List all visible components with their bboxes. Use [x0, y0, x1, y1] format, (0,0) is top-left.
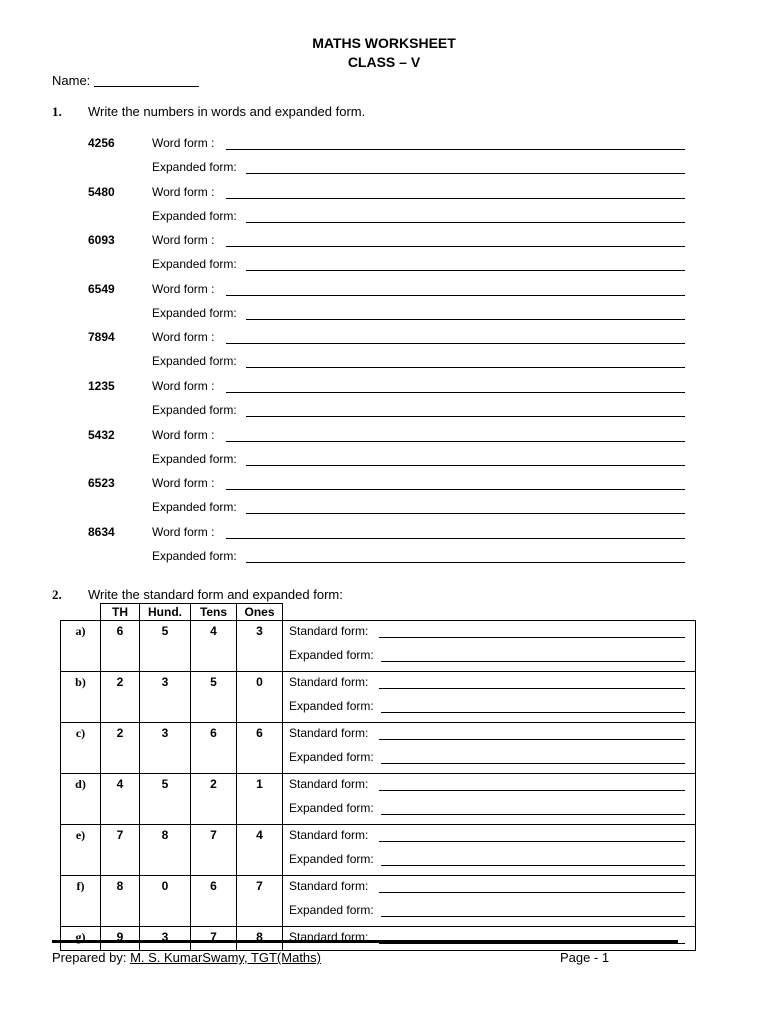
- q2-row: [61, 927, 696, 951]
- header-tens: Tens: [191, 604, 237, 621]
- expanded-form-label: Expanded form:: [152, 209, 237, 223]
- place-value-digit: 7: [191, 927, 237, 951]
- expanded-form-answer-line[interactable]: [246, 367, 685, 368]
- expanded-form-answer-line[interactable]: [381, 865, 685, 866]
- place-value-digit: 4: [101, 774, 140, 825]
- expanded-form-answer-line[interactable]: [246, 513, 685, 514]
- footer-rule: [52, 940, 678, 943]
- place-value-digit: 7: [191, 825, 237, 876]
- expanded-form-answer-line[interactable]: [381, 814, 685, 815]
- row-label: c): [61, 723, 101, 774]
- row-label: a): [61, 621, 101, 672]
- expanded-form-answer-line[interactable]: [246, 222, 685, 223]
- expanded-form-answer-line[interactable]: [246, 465, 685, 466]
- name-field[interactable]: [94, 86, 199, 87]
- expanded-form-answer-line[interactable]: [381, 712, 685, 713]
- standard-form-answer-line[interactable]: [379, 739, 685, 740]
- expanded-form-answer-line[interactable]: [246, 416, 685, 417]
- q1-number-value: 8634: [88, 525, 115, 539]
- place-value-digit: 5: [140, 774, 191, 825]
- header-ones: Ones: [237, 604, 283, 621]
- place-value-digit: 7: [237, 876, 283, 927]
- place-value-digit: 6: [101, 621, 140, 672]
- standard-form-answer-line[interactable]: [379, 841, 685, 842]
- standard-form-label: Standard form:: [289, 777, 369, 791]
- forms-cell: [283, 825, 696, 876]
- q1-number-value: 6523: [88, 476, 115, 490]
- expanded-form-label: Expanded form:: [289, 852, 374, 866]
- prepared-label: Prepared by:: [52, 950, 127, 965]
- word-form-label: Word form :: [152, 136, 215, 150]
- q2-number: 2.: [52, 587, 62, 602]
- place-value-digit: 8: [237, 927, 283, 951]
- place-value-digit: 6: [237, 723, 283, 774]
- place-value-digit: 3: [237, 621, 283, 672]
- place-value-header: [100, 603, 283, 620]
- word-form-label: Word form :: [152, 185, 215, 199]
- q1-number: 1.: [52, 104, 62, 119]
- word-form-label: Word form :: [152, 282, 215, 296]
- expanded-form-label: Expanded form:: [289, 801, 374, 815]
- place-value-digit: 0: [140, 876, 191, 927]
- expanded-form-label: Expanded form:: [152, 160, 237, 174]
- row-label: f): [61, 876, 101, 927]
- expanded-form-label: Expanded form:: [152, 306, 237, 320]
- word-form-label: Word form :: [152, 476, 215, 490]
- q1-number-value: 6093: [88, 233, 115, 247]
- q1-number-value: 5480: [88, 185, 115, 199]
- q2-table: [60, 620, 696, 951]
- row-label: b): [61, 672, 101, 723]
- word-form-answer-line[interactable]: [226, 392, 685, 393]
- expanded-form-answer-line[interactable]: [246, 319, 685, 320]
- forms-cell: [283, 774, 696, 825]
- standard-form-answer-line[interactable]: [379, 637, 685, 638]
- expanded-form-answer-line[interactable]: [381, 661, 685, 662]
- place-value-digit: 6: [191, 876, 237, 927]
- standard-form-label: Standard form:: [289, 675, 369, 689]
- place-value-digit: 9: [101, 927, 140, 951]
- expanded-form-answer-line[interactable]: [246, 562, 685, 563]
- row-label: g): [61, 927, 101, 951]
- q1-instruction: Write the numbers in words and expanded form.: [88, 104, 366, 119]
- place-value-digit: 4: [237, 825, 283, 876]
- standard-form-answer-line[interactable]: [379, 688, 685, 689]
- place-value-digit: 3: [140, 723, 191, 774]
- q2-row: [61, 876, 696, 927]
- word-form-label: Word form :: [152, 379, 215, 393]
- forms-cell: [283, 927, 696, 951]
- standard-form-label: Standard form:: [289, 879, 369, 893]
- expanded-form-answer-line[interactable]: [246, 173, 685, 174]
- page-number: Page - 1: [560, 950, 610, 965]
- q1-number-value: 7894: [88, 330, 115, 344]
- q2-row: [61, 672, 696, 723]
- q2-instruction: Write the standard form and expanded form:: [88, 587, 343, 602]
- word-form-answer-line[interactable]: [226, 198, 685, 199]
- forms-cell: [283, 876, 696, 927]
- name-label: Name:: [52, 73, 91, 88]
- word-form-answer-line[interactable]: [226, 149, 685, 150]
- row-label: d): [61, 774, 101, 825]
- word-form-answer-line[interactable]: [226, 246, 685, 247]
- place-value-digit: 7: [101, 825, 140, 876]
- word-form-label: Word form :: [152, 428, 215, 442]
- word-form-answer-line[interactable]: [226, 538, 685, 539]
- q2-row: [61, 621, 696, 672]
- expanded-form-label: Expanded form:: [289, 903, 374, 917]
- standard-form-label: Standard form:: [289, 828, 369, 842]
- author-name: M. S. KumarSwamy, TGT(Maths): [130, 950, 321, 965]
- forms-cell: [283, 621, 696, 672]
- q2-row: [61, 774, 696, 825]
- place-value-digit: 2: [101, 723, 140, 774]
- word-form-label: Word form :: [152, 233, 215, 247]
- class-subtitle: CLASS – V: [347, 54, 421, 70]
- expanded-form-answer-line[interactable]: [381, 763, 685, 764]
- expanded-form-label: Expanded form:: [152, 500, 237, 514]
- standard-form-answer-line[interactable]: [379, 790, 685, 791]
- expanded-form-answer-line[interactable]: [246, 270, 685, 271]
- q1-number-value: 1235: [88, 379, 115, 393]
- q1-number-value: 6549: [88, 282, 115, 296]
- place-value-digit: 8: [101, 876, 140, 927]
- place-value-digit: 8: [140, 825, 191, 876]
- word-form-answer-line[interactable]: [226, 343, 685, 344]
- expanded-form-label: Expanded form:: [152, 549, 237, 563]
- standard-form-answer-line[interactable]: [379, 892, 685, 893]
- q2-row: [61, 825, 696, 876]
- row-label: e): [61, 825, 101, 876]
- place-value-digit: 0: [237, 672, 283, 723]
- place-value-digit: 5: [140, 621, 191, 672]
- q1-number-value: 4256: [88, 136, 115, 150]
- standard-form-answer-line[interactable]: [379, 943, 685, 944]
- standard-form-label: Standard form:: [289, 726, 369, 740]
- place-value-digit: 3: [140, 927, 191, 951]
- forms-cell: [283, 672, 696, 723]
- place-value-digit: 4: [191, 621, 237, 672]
- expanded-form-label: Expanded form:: [289, 750, 374, 764]
- header-hund: Hund.: [140, 604, 191, 621]
- place-value-digit: 3: [140, 672, 191, 723]
- word-form-label: Word form :: [152, 525, 215, 539]
- expanded-form-answer-line[interactable]: [381, 916, 685, 917]
- forms-cell: [283, 723, 696, 774]
- place-value-digit: 1: [237, 774, 283, 825]
- footer-prepared: [52, 950, 321, 965]
- standard-form-label: Standard form:: [289, 624, 369, 638]
- word-form-answer-line[interactable]: [226, 295, 685, 296]
- expanded-form-label: Expanded form:: [152, 452, 237, 466]
- expanded-form-label: Expanded form:: [152, 257, 237, 271]
- expanded-form-label: Expanded form:: [289, 699, 374, 713]
- place-value-digit: 6: [191, 723, 237, 774]
- place-value-digit: 2: [191, 774, 237, 825]
- expanded-form-label: Expanded form:: [152, 403, 237, 417]
- header-th: TH: [101, 604, 140, 621]
- word-form-label: Word form :: [152, 330, 215, 344]
- expanded-form-label: Expanded form:: [152, 354, 237, 368]
- place-value-digit: 2: [101, 672, 140, 723]
- expanded-form-label: Expanded form:: [289, 648, 374, 662]
- page-title: MATHS WORKSHEET: [312, 35, 456, 51]
- word-form-answer-line[interactable]: [226, 489, 685, 490]
- word-form-answer-line[interactable]: [226, 441, 685, 442]
- standard-form-label: Standard form:: [289, 930, 369, 944]
- q2-row: [61, 723, 696, 774]
- place-value-digit: 5: [191, 672, 237, 723]
- q1-number-value: 5432: [88, 428, 115, 442]
